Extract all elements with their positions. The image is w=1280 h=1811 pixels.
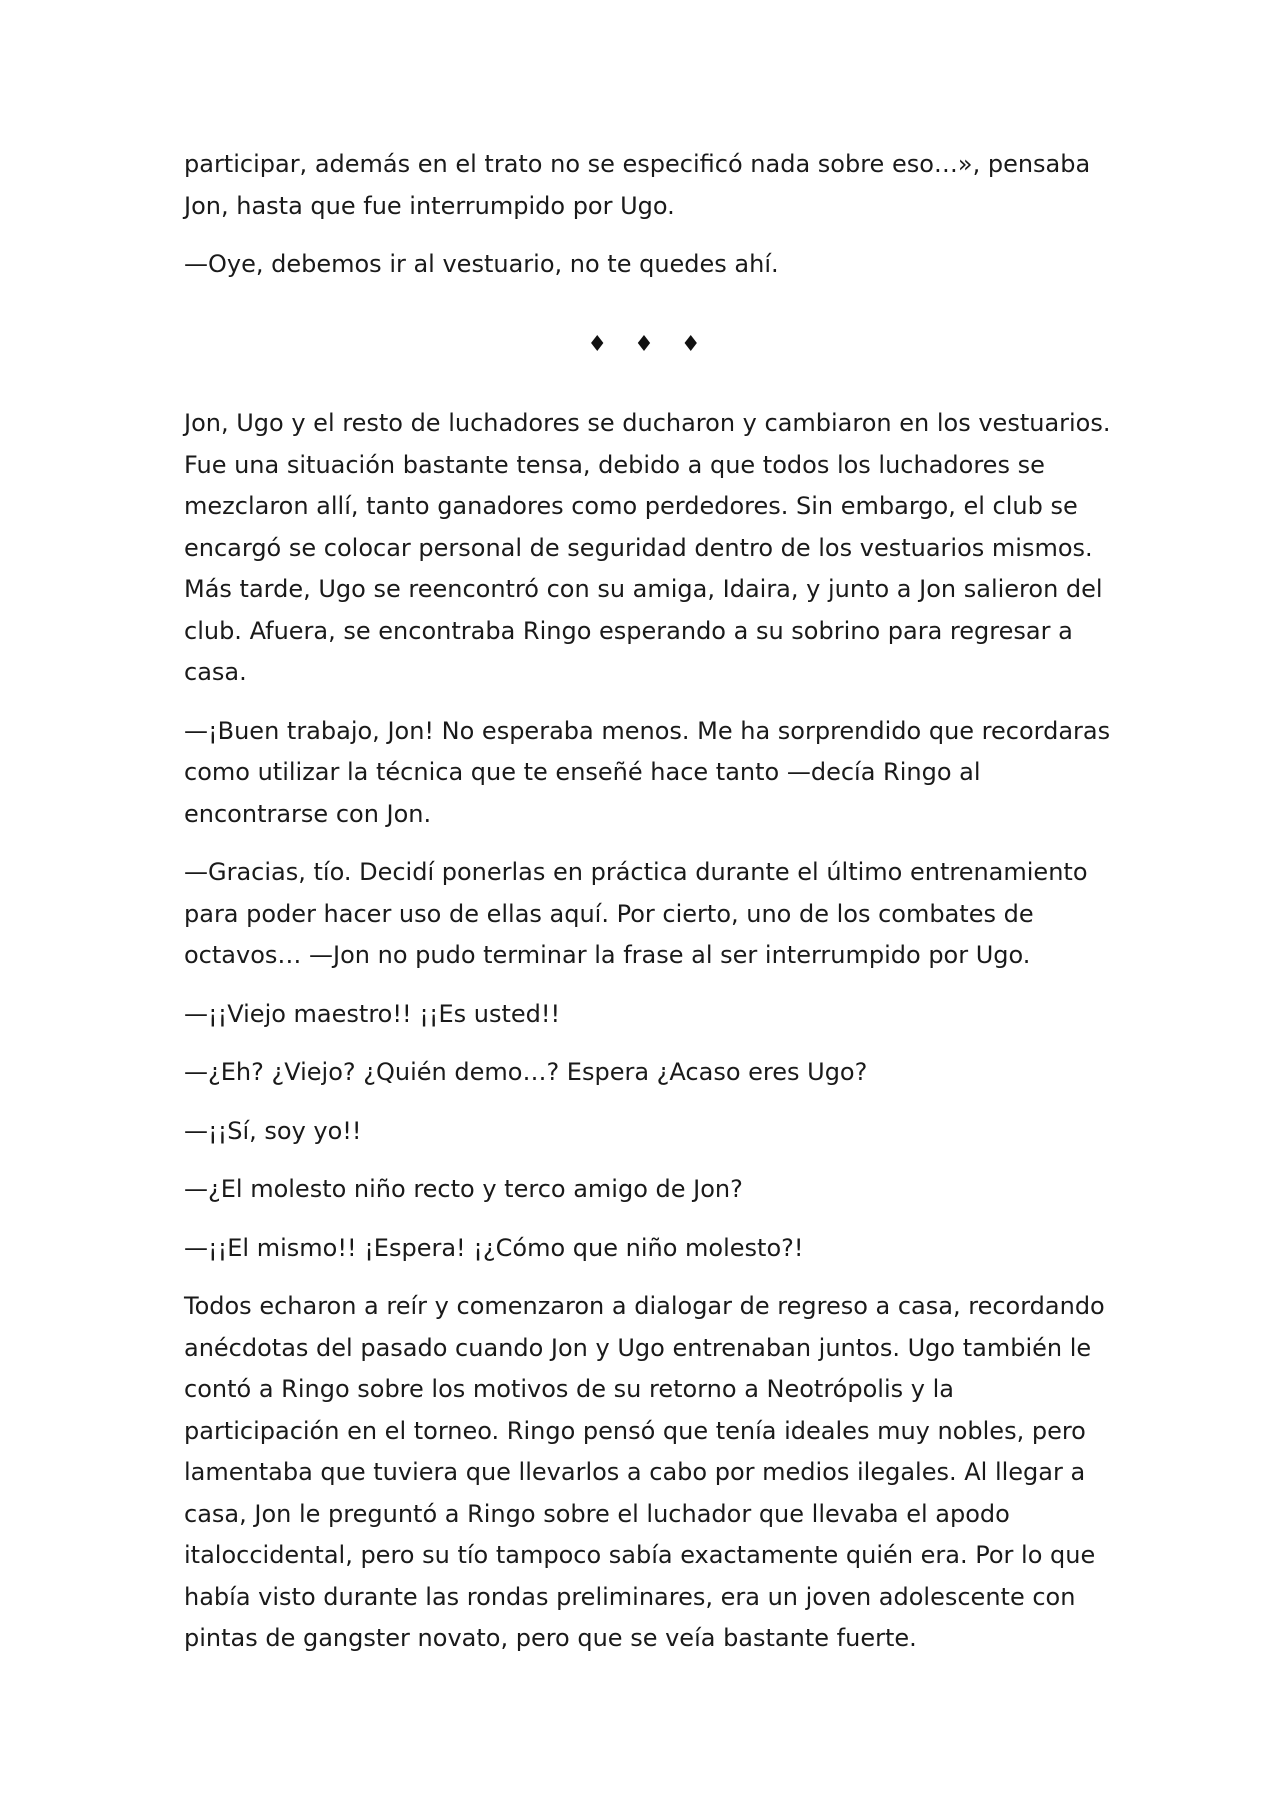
paragraph: Todos echaron a reír y comenzaron a dialogar de regreso a casa, recordando anécdotas del pasado cuando Jon y Ugo entrenaban juntos. Ugo también le contó a Ringo sobre los motivos de su retorno a Neotrópolis y la participación en el torneo. Ringo pensó que tenía ideales muy nobles, pero lamentaba que tuviera que llevarlos a cabo por medios ilegales. Al llegar a casa, Jon le preguntó a Ringo sobre el luchador que llevaba el apodo italoccidental, pero su tío tampoco sabía exactamente quién era. Por lo que había visto durante las rondas preliminares, era un joven adolescente con pintas de gangster novato, pero que se veía bastante fuerte.	[184, 1292, 1105, 1652]
paragraph: —¡¡Viejo maestro!! ¡¡Es usted!!	[184, 999, 561, 1028]
paragraph: participar, además en el trato no se especificó nada sobre eso…», pensaba Jon, hasta que fue interrumpido por Ugo.	[184, 150, 1091, 220]
scene-break: ♦ ♦ ♦	[587, 331, 711, 357]
paragraph: —Oye, debemos ir al vestuario, no te quedes ahí.	[184, 250, 779, 278]
paragraph: Jon, Ugo y el resto de luchadores se ducharon y cambiaron en los vestuarios. Fue una situación bastante tensa, debido a que todos los luchadores se mezclaron allí, tanto ganadores como perdedores. Sin embargo, el club se encargó se colocar personal de seguridad dentro de los vestuarios mismos. Más tarde, Ugo se reencontró con su amiga, Idaira, y junto a Jon salieron del club. Afuera, se encontraba Ringo esperando a su sobrino para regresar a casa.	[184, 409, 1111, 686]
paragraph: —¿El molesto niño recto y terco amigo de Jon?	[184, 1175, 743, 1203]
paragraph: —¡Buen trabajo, Jon! No esperaba menos. Me ha sorprendido que recordaras como utilizar la técnica que te enseñé hace tanto —decía Ringo al encontrarse con Jon.	[184, 716, 1111, 828]
paragraph: —¡¡Sí, soy yo!!	[184, 1116, 362, 1145]
paragraph: —¿Eh? ¿Viejo? ¿Quién demo…? Espera ¿Acaso eres Ugo?	[184, 1058, 868, 1086]
body-text	[184, 144, 1114, 1677]
paragraph: —¡¡El mismo!! ¡Espera! ¡¿Cómo que niño molesto?!	[184, 1233, 804, 1262]
paragraph: —Gracias, tío. Decidí ponerlas en práctica durante el último entrenamiento para poder hacer uso de ellas aquí. Por cierto, uno de los combates de octavos… —Jon no pudo terminar la frase al ser interrumpido por Ugo.	[184, 858, 1088, 969]
